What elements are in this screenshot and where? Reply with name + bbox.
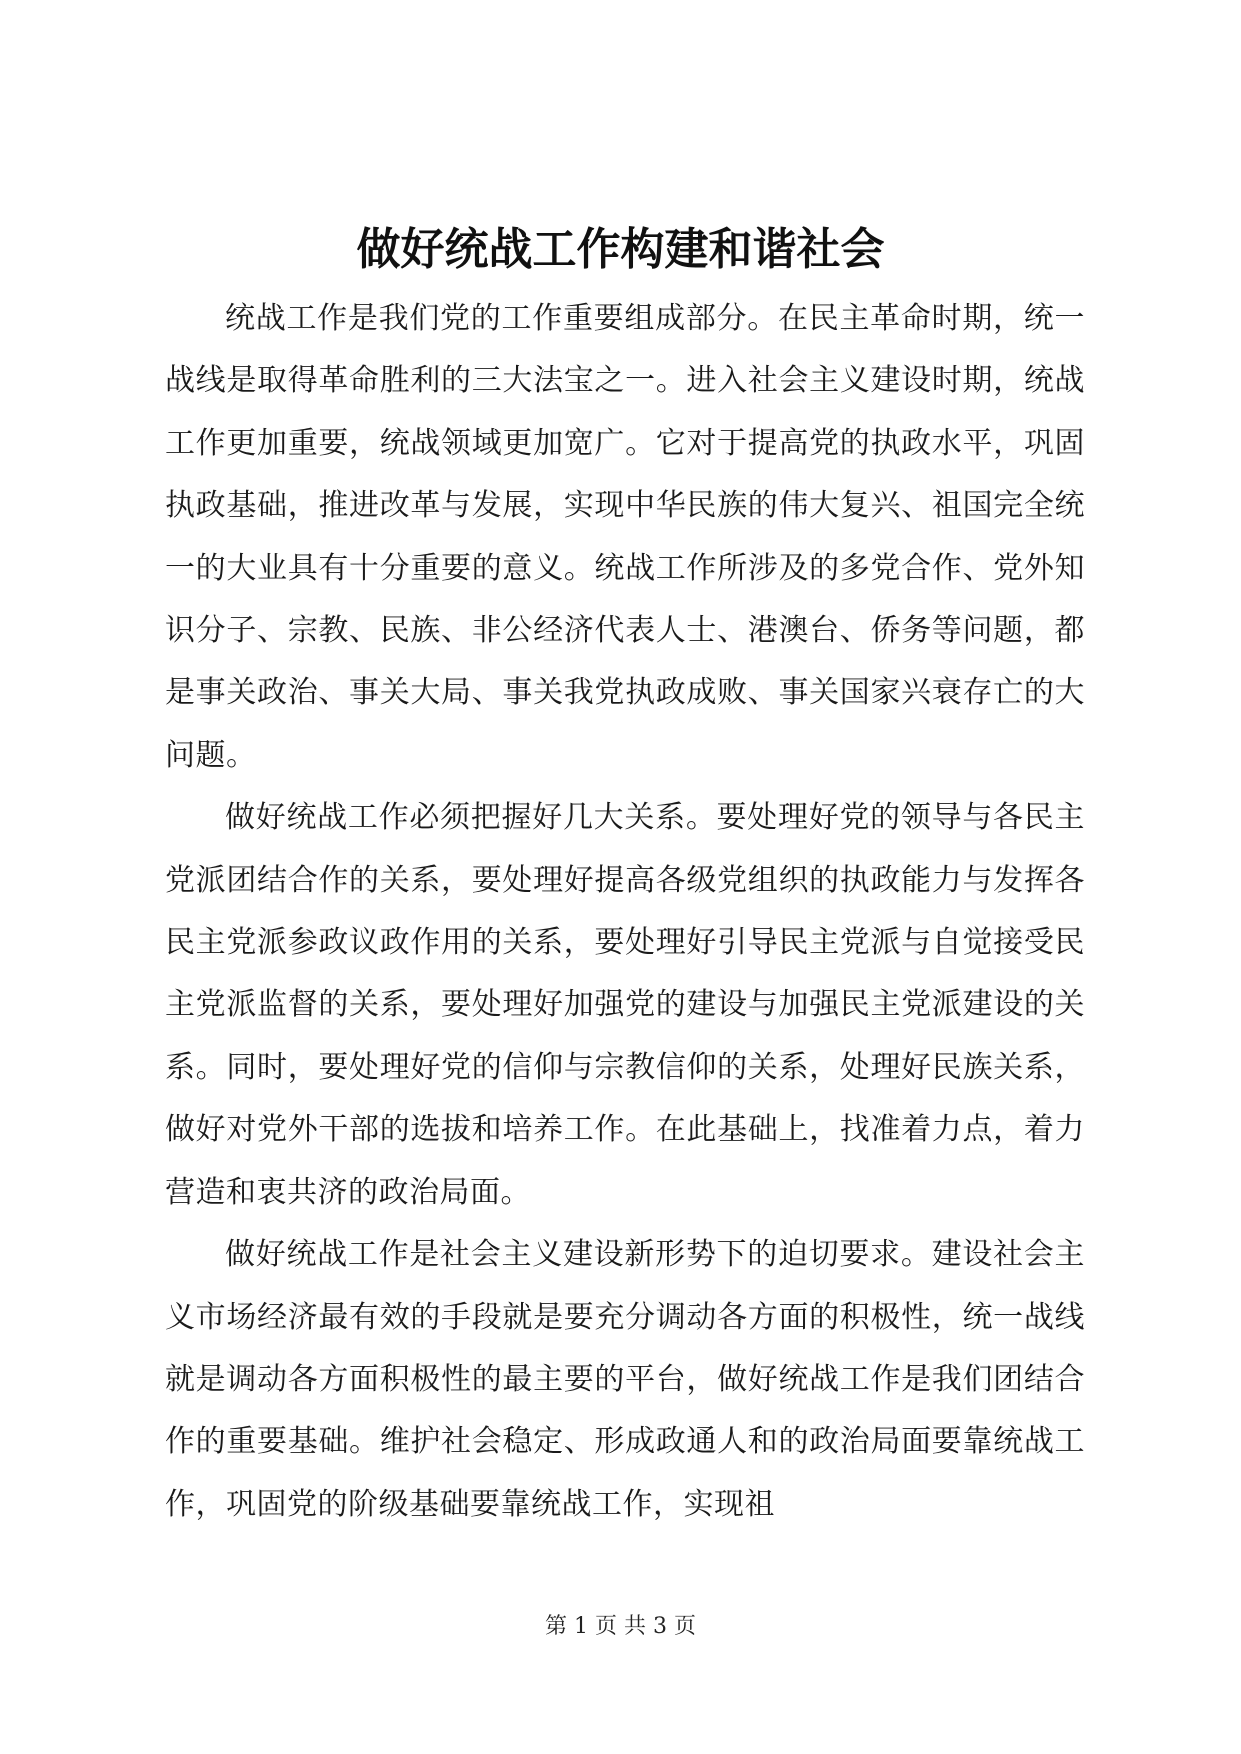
paragraph-1: 统战工作是我们党的工作重要组成部分。在民主革命时期，统一战线是取得革命胜利的三大法宝之一。进入社会主义建设时期，统战工作更加重要，统战领域更加宽广。它对于提高党的执政水平，巩固执政基础，推进改革与发展，实现中华民族的伟大复兴、祖国完全统一的大业具有十分重要的意义。统战工作所涉及的多党合作、党外知识分子、宗教、民族、非公经济代表人士、港澳台、侨务等问题，都是事关政治、事关大局、事关我党执政成败、事关国家兴衰存亡的大问题。 bbox=[165, 301, 1085, 773]
paragraph-2: 做好统战工作必须把握好几大关系。要处理好党的领导与各民主党派团结合作的关系，要处理好提高各级党组织的执政能力与发挥各民主党派参政议政作用的关系，要处理好引导民主党派与自觉接受民主党派监督的关系，要处理好加强党的建设与加强民主党派建设的关系。同时，要处理好党的信仰与宗教信仰的关系，处理好民族关系，做好对党外干部的选拔和培养工作。在此基础上，找准着力点，着力营造和衷共济的政治局面。 bbox=[165, 800, 1085, 1210]
document-body bbox=[165, 288, 1085, 1536]
page-footer bbox=[0, 1612, 1241, 1642]
document-title: 做好统战工作构建和谐社会 bbox=[356, 224, 885, 275]
page-number-indicator: 第 1 页 共 3 页 bbox=[545, 1614, 696, 1639]
paragraph-3: 做好统战工作是社会主义建设新形势下的迫切要求。建设社会主义市场经济最有效的手段就是要充分调动各方面的积极性，统一战线就是调动各方面积极性的最主要的平台，做好统战工作是我们团结合作的重要基础。维护社会稳定、形成政通人和的政治局面要靠统战工作，巩固党的阶级基础要靠统战工作，实现祖 bbox=[165, 1237, 1085, 1522]
